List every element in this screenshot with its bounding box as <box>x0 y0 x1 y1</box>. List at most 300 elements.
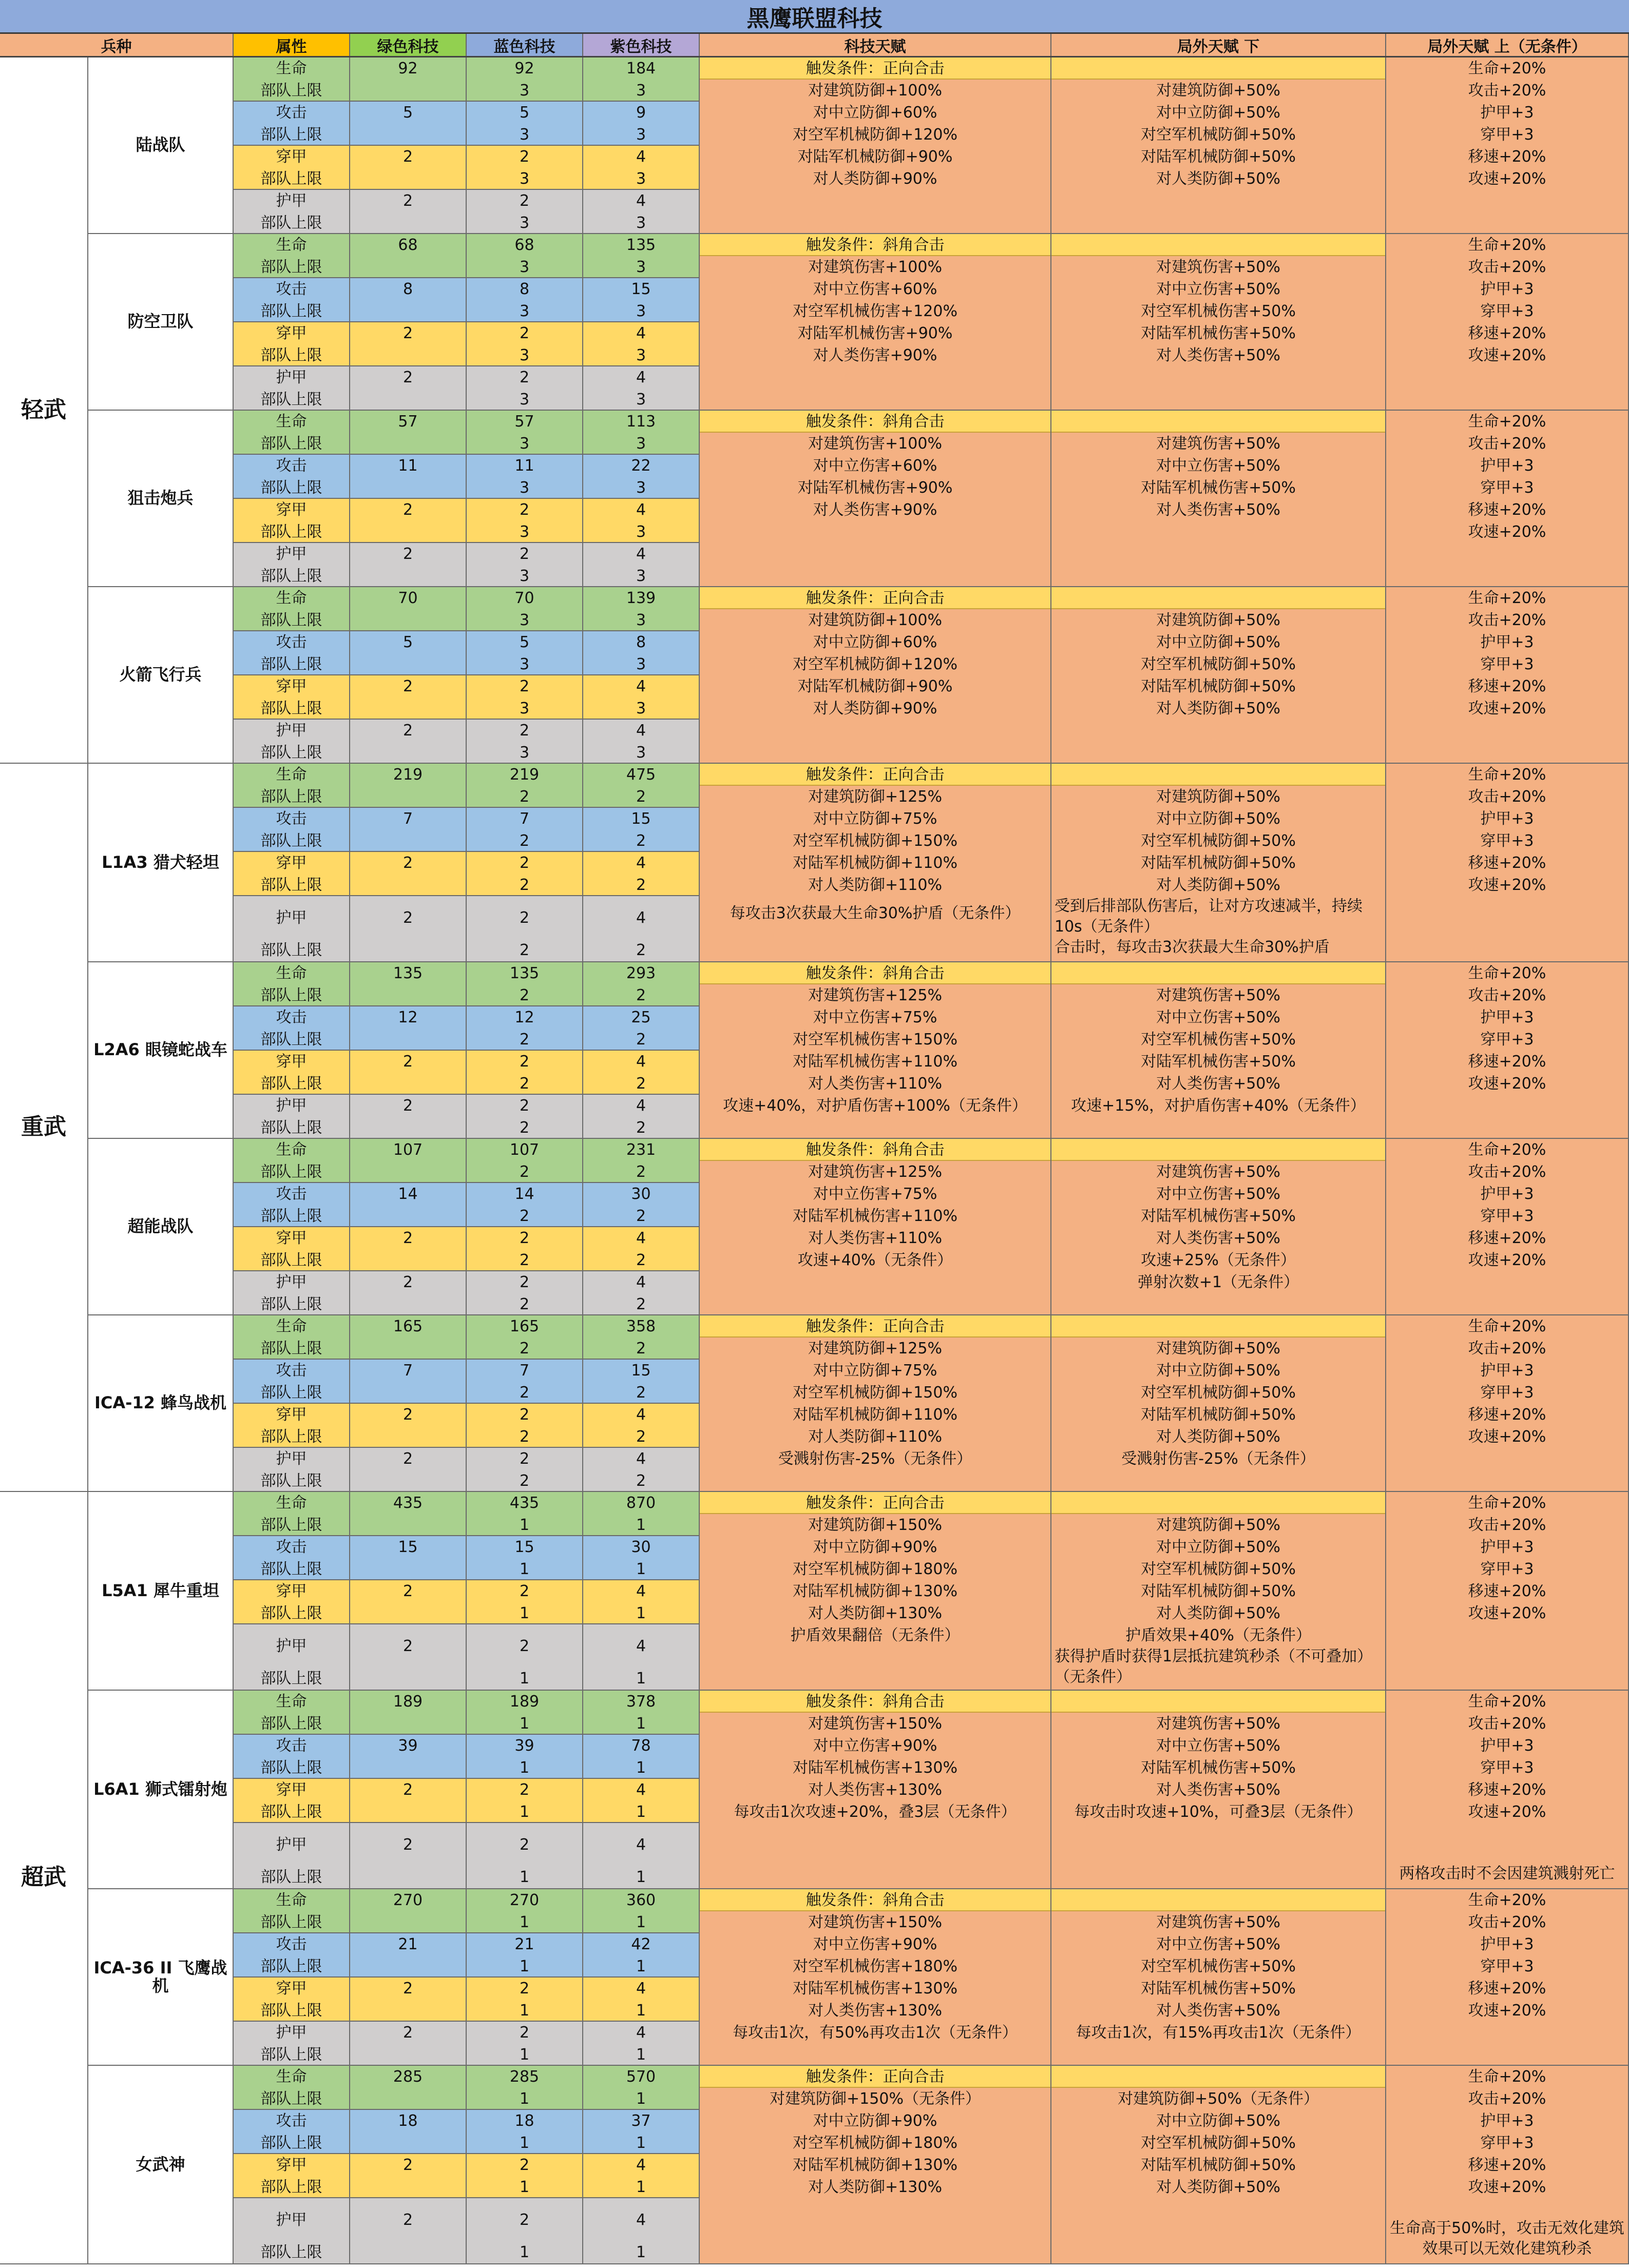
value-cap: 3 <box>519 258 530 276</box>
tech-value-arm <box>467 1624 583 1691</box>
category-label: 重武 <box>0 764 88 1492</box>
attr-label-arm <box>234 2198 350 2264</box>
value-pen: 2 <box>403 1229 413 1247</box>
talent-line: 对空军机械防御+180% <box>793 1560 957 1578</box>
tech-value-atk <box>467 455 583 499</box>
value-cap: 2 <box>636 1384 646 1402</box>
value-atk: 39 <box>514 1737 534 1755</box>
attr-atk: 攻击 <box>276 280 307 298</box>
outer-low-line: 对建筑伤害+50% <box>1156 435 1280 453</box>
header-3: 绿色科技 <box>350 34 467 56</box>
outer-up-line: 攻击+20% <box>1468 435 1546 453</box>
value-pen: 2 <box>519 1229 530 1247</box>
value-atk: 5 <box>403 633 413 651</box>
trigger-band <box>1051 234 1385 256</box>
value-cap: 2 <box>519 1031 530 1049</box>
value-arm: 2 <box>403 1835 413 1854</box>
value-hp: 219 <box>509 766 540 784</box>
attr-label-arm <box>234 543 350 587</box>
outer-talent-low <box>1051 1889 1386 2066</box>
tech-value-pen <box>583 1404 700 1448</box>
value-pen: 2 <box>519 677 530 695</box>
outer-talent-up <box>1386 234 1629 411</box>
value-cap: 3 <box>519 170 530 188</box>
tech-value-pen <box>350 499 467 543</box>
tech-value-atk <box>583 1933 700 1978</box>
tech-value-hp <box>350 587 467 631</box>
attr-arm: 护甲 <box>276 722 307 740</box>
value-cap: 2 <box>519 1340 530 1358</box>
attr-cap: 部队上限 <box>260 523 322 541</box>
talent-line: 对中立防御+75% <box>813 810 937 828</box>
talent-line: 对建筑伤害+150% <box>808 1715 942 1733</box>
tech-value-hp <box>583 234 700 278</box>
tech-value-pen <box>583 146 700 190</box>
value-arm: 2 <box>403 722 413 740</box>
tech-value-arm <box>583 720 700 764</box>
outer-low-line: 对陆军机械伤害+50% <box>1141 1980 1296 1998</box>
tech-value-atk <box>350 455 467 499</box>
outer-up-line: 护甲+3 <box>1480 1362 1534 1380</box>
trigger-band <box>1051 764 1385 786</box>
talent-line: 对陆军机械防御+90% <box>797 677 953 695</box>
value-pen: 2 <box>403 854 413 872</box>
value-pen: 4 <box>636 1980 646 1998</box>
outer-up-line: 生命+20% <box>1468 236 1546 254</box>
value-cap: 1 <box>636 1913 646 1931</box>
talent-line: 对中立伤害+90% <box>813 1935 937 1953</box>
value-arm: 2 <box>519 1450 530 1468</box>
value-cap: 2 <box>519 788 530 806</box>
value-arm: 4 <box>636 722 646 740</box>
attr-hp: 生命 <box>276 1693 307 1711</box>
outer-low-line: 对中立伤害+50% <box>1156 1185 1280 1203</box>
header-6: 科技天赋 <box>700 34 1051 56</box>
value-cap: 2 <box>636 876 646 894</box>
tech-value-arm <box>467 1095 583 1139</box>
value-cap: 1 <box>636 1516 646 1534</box>
talent-line: 对陆军机械防御+130% <box>793 1582 957 1600</box>
tech-value-atk <box>350 808 467 852</box>
attr-cap: 部队上限 <box>260 941 322 959</box>
tech-value-arm <box>350 2198 467 2264</box>
value-cap: 1 <box>636 1803 646 1821</box>
outer-up-line: 护甲+3 <box>1480 104 1534 122</box>
outer-talent-up <box>1386 1315 1629 1492</box>
tech-value-pen <box>467 322 583 366</box>
value-cap: 3 <box>636 611 646 629</box>
outer-up-line: 穿甲+3 <box>1480 2134 1534 2152</box>
value-pen: 4 <box>636 148 646 166</box>
value-hp: 68 <box>398 236 418 254</box>
attr-cap: 部队上限 <box>260 1075 322 1093</box>
talent-line: 对人类防御+130% <box>808 2178 942 2196</box>
tech-value-atk <box>467 1183 583 1227</box>
talent-line: 对陆军机械伤害+110% <box>793 1207 957 1225</box>
talent-line: 对空军机械防御+120% <box>793 655 957 673</box>
outer-low-line: 对陆军机械伤害+50% <box>1141 1053 1296 1071</box>
outer-up-line: 攻击+20% <box>1468 1715 1546 1733</box>
attr-label-arm <box>234 2022 350 2066</box>
attr-cap: 部队上限 <box>260 82 322 100</box>
outer-talent-up <box>1386 962 1629 1139</box>
outer-up-line: 穿甲+3 <box>1480 1207 1534 1225</box>
talent-line: 每攻击1次攻速+20%，叠3层（无条件） <box>734 1803 1017 1821</box>
tech-value-pen <box>467 1978 583 2022</box>
attr-cap: 部队上限 <box>260 1803 322 1821</box>
value-cap: 2 <box>636 788 646 806</box>
outer-talent-low <box>1051 1691 1386 1889</box>
value-cap: 2 <box>636 1295 646 1313</box>
outer-up-line: 生命+20% <box>1468 2068 1546 2086</box>
attr-pen: 穿甲 <box>276 1229 307 1247</box>
tech-value-pen <box>350 1051 467 1095</box>
tech-value-arm <box>350 1823 467 1889</box>
value-hp: 360 <box>626 1891 656 1909</box>
attr-label-hp <box>234 1889 350 1933</box>
tech-value-arm <box>467 366 583 411</box>
value-pen: 2 <box>403 677 413 695</box>
attr-cap: 部队上限 <box>260 391 322 409</box>
tech-value-atk <box>583 1183 700 1227</box>
attr-cap: 部队上限 <box>260 1295 322 1313</box>
tech-value-atk <box>467 1933 583 1978</box>
tech-value-arm <box>583 2022 700 2066</box>
attr-label-hp <box>234 1139 350 1183</box>
attr-cap: 部队上限 <box>260 1715 322 1733</box>
value-pen: 2 <box>519 148 530 166</box>
value-arm: 2 <box>403 1637 413 1655</box>
tech-value-atk <box>467 1360 583 1404</box>
outer-talent-up <box>1386 1139 1629 1315</box>
tech-value-arm <box>467 2022 583 2066</box>
outer-up-line: 攻速+20% <box>1468 1075 1546 1093</box>
talent-line: 护盾效果翻倍（无条件） <box>790 1626 960 1644</box>
tech-value-pen <box>583 2154 700 2198</box>
trigger-condition: 触发条件：正向合击 <box>700 587 1050 609</box>
outer-talent-low <box>1051 962 1386 1139</box>
outer-up-line: 攻速+20% <box>1468 876 1546 894</box>
attr-atk: 攻击 <box>276 457 307 475</box>
tech-value-pen <box>583 499 700 543</box>
value-cap: 1 <box>519 1803 530 1821</box>
attr-cap: 部队上限 <box>260 479 322 497</box>
value-cap: 2 <box>519 986 530 1004</box>
outer-up-line: 穿甲+3 <box>1480 1031 1534 1049</box>
attr-atk: 攻击 <box>276 2112 307 2130</box>
trigger-band <box>1051 962 1385 984</box>
outer-up-line: 攻击+20% <box>1468 788 1546 806</box>
outer-up-line: 生命+20% <box>1468 964 1546 982</box>
outer-low-line: 对人类伤害+50% <box>1156 346 1280 364</box>
value-pen: 4 <box>636 1781 646 1799</box>
tech-value-atk <box>467 1536 583 1580</box>
value-cap: 2 <box>636 1119 646 1137</box>
value-cap: 1 <box>636 2046 646 2064</box>
talent-line: 对陆军机械防御+110% <box>793 854 957 872</box>
talent-line: 对空军机械伤害+120% <box>793 302 957 320</box>
attr-label-atk <box>234 1006 350 1051</box>
talent-line: 对人类防御+110% <box>808 1428 942 1446</box>
tech-value-atk <box>350 278 467 322</box>
value-arm: 2 <box>519 908 530 927</box>
outer-up-line: 攻速+20% <box>1468 700 1546 718</box>
tech-value-atk <box>350 2110 467 2154</box>
value-cap: 1 <box>636 1560 646 1578</box>
attr-pen: 穿甲 <box>276 501 307 519</box>
attr-label-pen <box>234 499 350 543</box>
outer-up-line: 护甲+3 <box>1480 810 1534 828</box>
value-cap: 2 <box>519 1207 530 1225</box>
outer-up-extra: 两格攻击时不会因建筑溅射死亡 <box>1399 1865 1615 1883</box>
value-cap: 3 <box>519 744 530 762</box>
attr-label-pen <box>234 852 350 896</box>
value-cap: 1 <box>636 1759 646 1777</box>
attr-atk: 攻击 <box>276 1737 307 1755</box>
outer-up-line: 移速+20% <box>1468 1582 1546 1600</box>
value-cap: 3 <box>519 435 530 453</box>
value-cap: 3 <box>519 346 530 364</box>
attr-hp: 生命 <box>276 589 307 607</box>
outer-up-line: 移速+20% <box>1468 1980 1546 1998</box>
tech-value-pen <box>583 1978 700 2022</box>
value-hp: 219 <box>393 766 423 784</box>
value-cap: 1 <box>636 1957 646 1975</box>
unit-name: 超能战队 <box>88 1139 234 1315</box>
tech-value-pen <box>583 1779 700 1823</box>
outer-talent-low <box>1051 57 1386 234</box>
outer-low-line: 对陆军机械伤害+50% <box>1141 1207 1296 1225</box>
value-hp: 231 <box>626 1141 656 1159</box>
trigger-band <box>1051 1492 1385 1514</box>
value-atk: 18 <box>514 2112 534 2130</box>
outer-up-line: 生命+20% <box>1468 413 1546 431</box>
outer-low-line: 对建筑防御+50% <box>1156 788 1280 806</box>
tech-value-arm <box>467 896 583 962</box>
tech-value-atk <box>583 1006 700 1051</box>
value-hp: 92 <box>398 60 418 77</box>
outer-up-line: 攻击+20% <box>1468 1340 1546 1358</box>
outer-low-line: 对建筑防御+50% <box>1156 1340 1280 1358</box>
attr-arm: 护甲 <box>276 1835 307 1854</box>
attr-cap: 部队上限 <box>260 2046 322 2064</box>
value-atk: 78 <box>631 1737 651 1755</box>
value-atk: 12 <box>398 1009 418 1026</box>
attr-cap: 部队上限 <box>260 1516 322 1534</box>
outer-low-line: 攻速+25%（无条件） <box>1141 1251 1296 1269</box>
attr-cap: 部队上限 <box>260 1119 322 1137</box>
tech-value-pen <box>583 1051 700 1095</box>
value-cap: 3 <box>636 744 646 762</box>
tech-talent <box>700 962 1051 1139</box>
outer-talent-up <box>1386 1691 1629 1889</box>
value-arm: 4 <box>636 545 646 563</box>
value-atk: 7 <box>403 1362 413 1380</box>
outer-talent-low <box>1051 1315 1386 1492</box>
tech-value-hp <box>583 411 700 455</box>
attr-cap: 部队上限 <box>260 302 322 320</box>
unit-name: L5A1 犀牛重坦 <box>88 1492 234 1691</box>
attr-cap: 部队上限 <box>260 2134 322 2152</box>
value-cap: 1 <box>519 1516 530 1534</box>
value-atk: 7 <box>519 1362 530 1380</box>
outer-talent-low <box>1051 587 1386 764</box>
value-cap: 2 <box>519 1075 530 1093</box>
outer-low-line: 对中立伤害+50% <box>1156 280 1280 298</box>
outer-up-line: 护甲+3 <box>1480 457 1534 475</box>
attr-cap: 部队上限 <box>260 126 322 144</box>
outer-up-line: 穿甲+3 <box>1480 1957 1534 1975</box>
value-cap: 2 <box>636 1340 646 1358</box>
attr-arm: 护甲 <box>276 2211 307 2229</box>
outer-up-line: 护甲+3 <box>1480 633 1534 651</box>
value-cap: 2 <box>636 986 646 1004</box>
tech-value-hp <box>467 234 583 278</box>
outer-up-line: 移速+20% <box>1468 1406 1546 1424</box>
talent-line: 对建筑伤害+125% <box>808 986 942 1004</box>
tech-value-atk <box>583 631 700 675</box>
value-atk: 7 <box>403 810 413 828</box>
value-cap: 1 <box>636 1715 646 1733</box>
outer-low-line: 对陆军机械防御+50% <box>1141 1406 1296 1424</box>
outer-up-line: 移速+20% <box>1468 501 1546 519</box>
talent-line: 对中立防御+75% <box>813 1362 937 1380</box>
tech-talent <box>700 1691 1051 1889</box>
value-hp: 135 <box>626 236 656 254</box>
value-arm: 2 <box>403 1450 413 1468</box>
trigger-band <box>1051 1889 1385 1911</box>
value-cap: 1 <box>636 2002 646 2020</box>
trigger-band <box>1051 2066 1385 2088</box>
value-hp: 475 <box>626 766 656 784</box>
outer-up-line: 移速+20% <box>1468 324 1546 342</box>
value-atk: 21 <box>514 1935 534 1953</box>
tech-value-arm <box>583 1624 700 1691</box>
outer-low-line: 对建筑伤害+50% <box>1156 986 1280 1004</box>
value-hp: 113 <box>626 413 656 431</box>
trigger-condition: 触发条件：正向合击 <box>700 1315 1050 1337</box>
outer-up-line: 攻速+20% <box>1468 170 1546 188</box>
outer-low-line: 对人类伤害+50% <box>1156 1229 1280 1247</box>
attr-hp: 生命 <box>276 60 307 77</box>
value-hp: 270 <box>509 1891 540 1909</box>
talent-line: 对陆军机械防御+90% <box>797 148 953 166</box>
talent-line: 攻速+40%（无条件） <box>797 1251 953 1269</box>
tech-value-hp <box>350 2066 467 2110</box>
attr-cap: 部队上限 <box>260 1560 322 1578</box>
tech-value-arm <box>350 1271 467 1315</box>
talent-line: 对中立伤害+75% <box>813 1185 937 1203</box>
outer-up-line: 生命+20% <box>1468 1317 1546 1335</box>
header-row <box>0 34 1629 57</box>
tech-value-pen <box>467 1051 583 1095</box>
tech-value-atk <box>583 2110 700 2154</box>
trigger-condition: 触发条件：斜角合击 <box>700 962 1050 984</box>
outer-low-line: 对中立伤害+50% <box>1156 1737 1280 1755</box>
outer-low-line: 对中立防御+50% <box>1156 810 1280 828</box>
value-pen: 2 <box>519 2156 530 2174</box>
attr-hp: 生命 <box>276 1317 307 1335</box>
value-arm: 2 <box>403 369 413 386</box>
value-pen: 2 <box>403 1406 413 1424</box>
outer-up-line: 攻速+20% <box>1468 1604 1546 1622</box>
attr-pen: 穿甲 <box>276 1582 307 1600</box>
attr-label-atk <box>234 102 350 146</box>
outer-low-line: 对陆军机械防御+50% <box>1141 677 1296 695</box>
tech-value-hp <box>583 962 700 1006</box>
attr-pen: 穿甲 <box>276 2156 307 2174</box>
talent-extra: 每攻击3次获最大生命30%护盾（无条件） <box>730 904 1021 922</box>
attr-cap: 部队上限 <box>260 1670 322 1688</box>
outer-up-line: 穿甲+3 <box>1480 1560 1534 1578</box>
value-pen: 4 <box>636 1229 646 1247</box>
outer-low-line: 对陆军机械防御+50% <box>1141 148 1296 166</box>
table-body <box>0 57 1629 2268</box>
value-cap: 1 <box>519 1670 530 1688</box>
value-cap: 3 <box>636 391 646 409</box>
attr-cap: 部队上限 <box>260 1604 322 1622</box>
attr-cap: 部队上限 <box>260 1957 322 1975</box>
tech-value-arm <box>350 1448 467 1492</box>
outer-up-line: 护甲+3 <box>1480 1935 1534 1953</box>
attr-label-arm <box>234 190 350 234</box>
attr-atk: 攻击 <box>276 810 307 828</box>
attr-pen: 穿甲 <box>276 1406 307 1424</box>
value-cap: 1 <box>519 2243 530 2261</box>
tech-value-arm <box>467 1823 583 1889</box>
tech-value-pen <box>583 675 700 720</box>
value-arm: 2 <box>403 2024 413 2042</box>
unit-name: L2A6 眼镜蛇战车 <box>88 962 234 1139</box>
talent-line: 对空军机械防御+150% <box>793 832 957 850</box>
talent-line: 对人类伤害+130% <box>808 1781 942 1799</box>
value-atk: 8 <box>519 280 530 298</box>
attr-label-hp <box>234 1315 350 1360</box>
value-atk: 11 <box>398 457 418 475</box>
tech-value-atk <box>350 1933 467 1978</box>
outer-talent-low <box>1051 1139 1386 1315</box>
talent-line: 对空军机械伤害+180% <box>793 1957 957 1975</box>
attr-pen: 穿甲 <box>276 148 307 166</box>
value-arm: 2 <box>403 908 413 927</box>
tech-value-pen <box>467 2154 583 2198</box>
value-arm: 2 <box>519 1097 530 1115</box>
attr-cap: 部队上限 <box>260 1913 322 1931</box>
value-hp: 870 <box>626 1494 656 1512</box>
tech-talent <box>700 764 1051 962</box>
value-pen: 2 <box>403 501 413 519</box>
tech-value-hp <box>350 57 467 102</box>
outer-low-line: 对中立防御+50% <box>1156 1362 1280 1380</box>
outer-low-line: 对空军机械伤害+50% <box>1141 1957 1296 1975</box>
value-pen: 2 <box>519 1582 530 1600</box>
attr-label-arm <box>234 1448 350 1492</box>
outer-low-line: 对中立防御+50% <box>1156 1538 1280 1556</box>
tech-value-hp <box>467 587 583 631</box>
value-atk: 25 <box>631 1009 651 1026</box>
value-arm: 2 <box>519 192 530 210</box>
talent-line: 对人类伤害+90% <box>813 346 937 364</box>
attr-cap: 部队上限 <box>260 1428 322 1446</box>
talent-line: 对空军机械伤害+150% <box>793 1031 957 1049</box>
outer-talent-up <box>1386 764 1629 962</box>
tech-value-arm <box>467 190 583 234</box>
value-arm: 2 <box>519 2024 530 2042</box>
tech-value-arm <box>350 1095 467 1139</box>
outer-low-line: 对建筑防御+50%（无条件） <box>1118 2090 1319 2108</box>
attr-label-arm <box>234 896 350 962</box>
outer-up-line: 护甲+3 <box>1480 1737 1534 1755</box>
